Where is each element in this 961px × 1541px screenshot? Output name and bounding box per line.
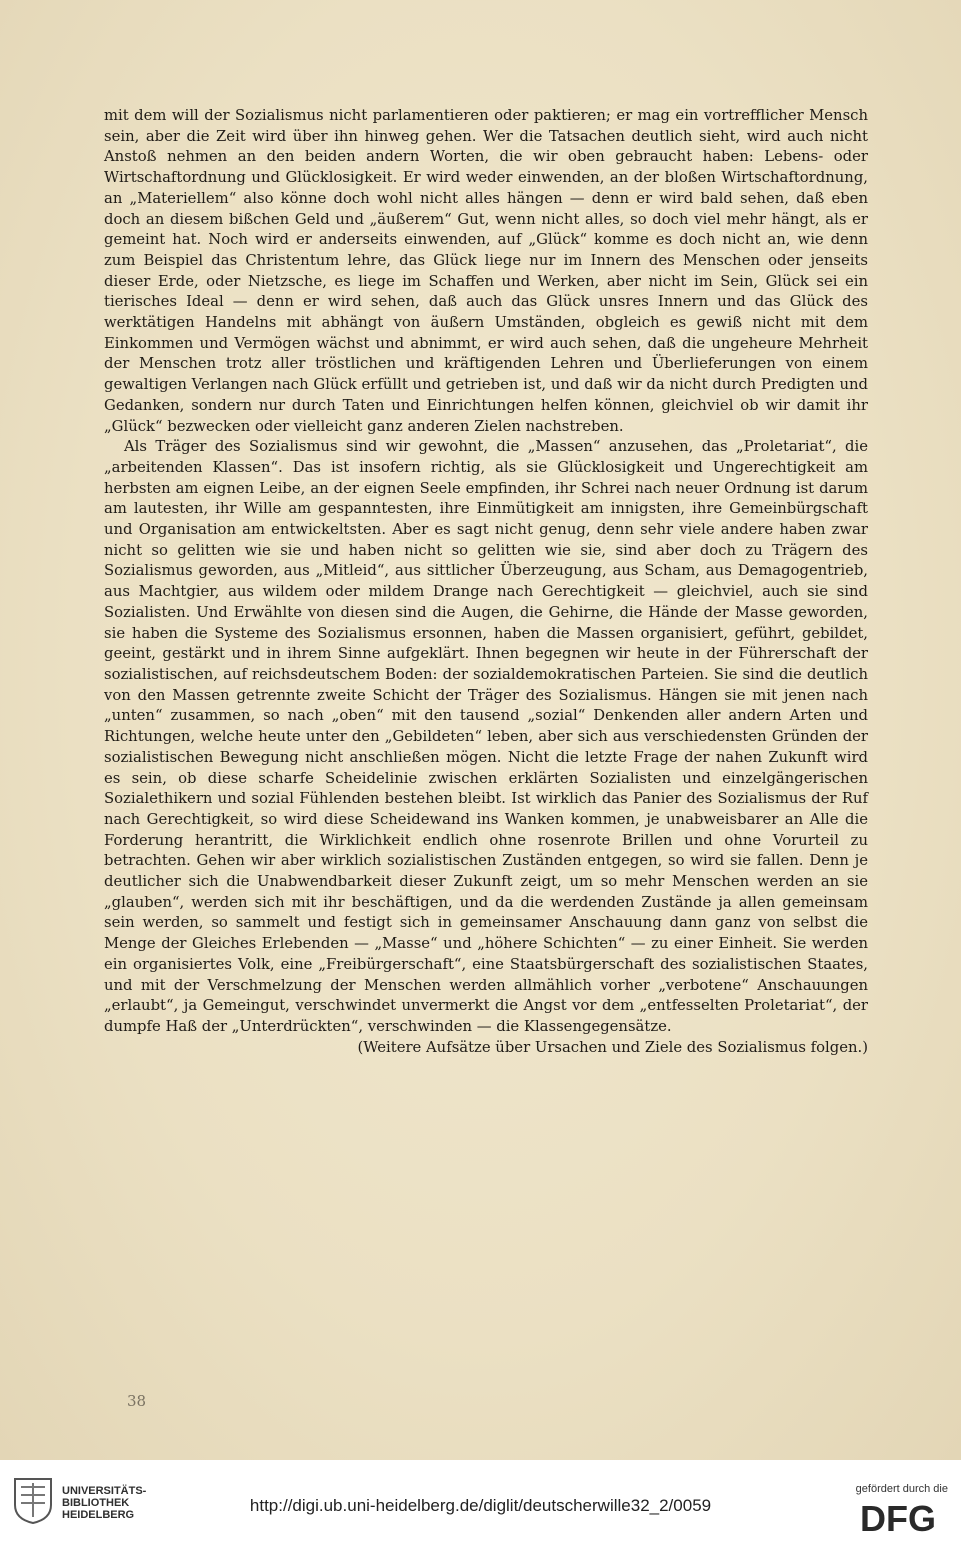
page-number: 38 xyxy=(127,1392,147,1410)
paragraph-2: Als Träger des Sozialismus sind wir gewohnt, die „Massen“ anzusehen, das „Proletariat“, die „arbeitenden Klassen“. Das ist insofern richtig, als sie Glücklosigkeit und Ungerechtigkeit am herbsten am eignen Leibe, an der eignen Seele empfinden, ihr Schrei nach neuer Ordnung ist darum am lautesten, ihr Wille am gespanntesten, ihre Einmütigkeit am innigsten, ihre Gemeinbürgschaft und Organisation am entwickeltsten. Aber es sagt nicht genug, denn sehr viele andere haben zwar nicht so gelitten wie sie und haben nicht so gelitten wie sie, sind aber doch zu Trägern des Sozialismus geworden, aus „Mitleid“, aus sittlicher Überzeugung, aus Scham, aus Demagogentrieb, aus Machtgier, aus wildem oder mildem Drange nach Gerechtigkeit — gleichviel, auch sie sind Sozialisten. Und Erwählte von diesen sind die Augen, die Gehirne, die Hände der Masse geworden, sie haben die Systeme des Sozialismus ersonnen, haben die Massen organisiert, geführt, gebildet, geeint, gestärkt und in ihrem Sinne aufgeklärt. Ihnen begegnen wir heute in der Führerschaft der sozialistischen, auf reichsdeutschem Boden: der sozialdemokratischen Parteien. Sie sind die deutlich von den Massen getrennte zweite Schicht der Träger des Sozialismus. Hängen sie mit jenen nach „unten“ zusammen, so nach „oben“ mit den tausend „sozial“ Denkenden aller andern Arten und Richtungen, welche heute unter den „Gebildeten“ leben, aber sich aus verschiedensten Gründen der sozialistischen Bewegung nicht anschließen mögen. Nicht die letzte Frage der nahen Zukunft wird es sein, ob diese scharfe Scheidelinie zwischen erklärten Sozialisten und einzelgängerischen Sozialethikern und sozial Fühlenden bestehen bleibt. Ist wirklich das Panier des Sozialismus der Ruf nach Gerechtigkeit, so wird diese Scheidewand ins Wanken kommen, je unabweisbarer an Alle die Forderung herantritt, die Wirklichkeit endlich ohne rosenrote Brillen und ohne Vorurteil zu betrachten. Gehen wir aber wirklich sozialistischen Zuständen entgegen, so wird sie fallen. Denn je deutlicher sich die Unabwendbarkeit dieser Zukunft zeigt, um so mehr Menschen werden an sie „glauben“, werden sich mit ihr beschäftigen, und da die werdenden Zustände ja allen gemeinsam sein werden, so sammelt und festigt sich in gemeinsamer Anschauung dann ganz von selbst die Menge der Gleiches Erlebenden — „Masse“ und „höhere Schichten“ — zu einer Einheit. Sie werden ein organisiertes Volk, eine „Freibürgerschaft“, eine Staatsbürgerschaft des sozialistischen Staates, und mit der Verschmelzung der Menschen werden allmählich vorher „verbotene“ Anschauungen „erlaubt“, ja Gemeingut, verschwindet unvermerkt die Angst vor dem „entfesselten Proletariat“, der dumpfe Haß der „Unterdrückten“, verschwinden — die Klassengegensätze. xyxy=(104,438,868,1035)
dfg-logo-text: DFG xyxy=(860,1498,936,1536)
institution-line-1: UNIVERSITÄTS- xyxy=(62,1485,147,1497)
institution-line-3: HEIDELBERG xyxy=(62,1509,135,1521)
funding-note: gefördert durch die xyxy=(855,1483,948,1495)
article-text xyxy=(104,106,868,1058)
closing-note: (Weitere Aufsätze über Ursachen und Ziele des Sozialismus folgen.) xyxy=(357,1038,868,1056)
source-url[interactable]: http://digi.ub.uni-heidelberg.de/diglit/deutscherwille32_2/0059 xyxy=(249,1496,712,1515)
paragraph-1: mit dem will der Sozialismus nicht parlamentieren oder paktieren; er mag ein vortrefflicher Mensch sein, aber die Zeit wird über ihn hinweg gehen. Wer die Tatsachen deutlich sieht, wird auch nicht Anstoß nehmen an den beiden andern Worten, die wir oben gebraucht haben: Lebens- oder Wirtschaftordnung und Glücklosigkeit. Er wird weder einwenden, an der bloßen Wirtschaftordnung, an „Materiellem“ also könne doch wohl nicht alles hängen — denn er wird bald sehen, daß eben doch an diesem bißchen Geld und „äußerem“ Gut, wenn nicht alles, so doch viel mehr hängt, als er gemeint hat. Noch wird er anderseits einwenden, auf „Glück“ komme es doch nicht an, wie denn zum Beispiel das Christentum lehre, das Glück liege nur im Innern des Menschen oder jenseits dieser Erde, oder Nietzsche, es liege im Schaffen und Werken, aber nicht im Sein, Glück sei ein tierisches Ideal — denn er wird sehen, daß auch das Glück unsres Innern und das Glück des werktätigen Handelns mit abhängt von äußern Umständen, obgleich es gewiß nicht mit dem Einkommen und Vermögen wächst und abnimmt, er wird auch sehen, daß die ungeheure Mehrheit der Menschen trotz aller tröstlichen und kräftigenden Lehren und Überlieferungen von einem gewaltigen Verlangen nach Glück erfüllt und getrieben ist, und daß wir da nicht durch Predigten und Gedanken, sondern nur durch Taten und Einrichtungen helfen können, gleichviel ob wir damit ihr „Glück“ bezwecken oder vielleicht ganz anderen Zielen nachstreben. xyxy=(104,107,868,435)
dfg-logo xyxy=(846,1498,950,1536)
institution-line-2: BIBLIOTHEK xyxy=(62,1497,130,1509)
